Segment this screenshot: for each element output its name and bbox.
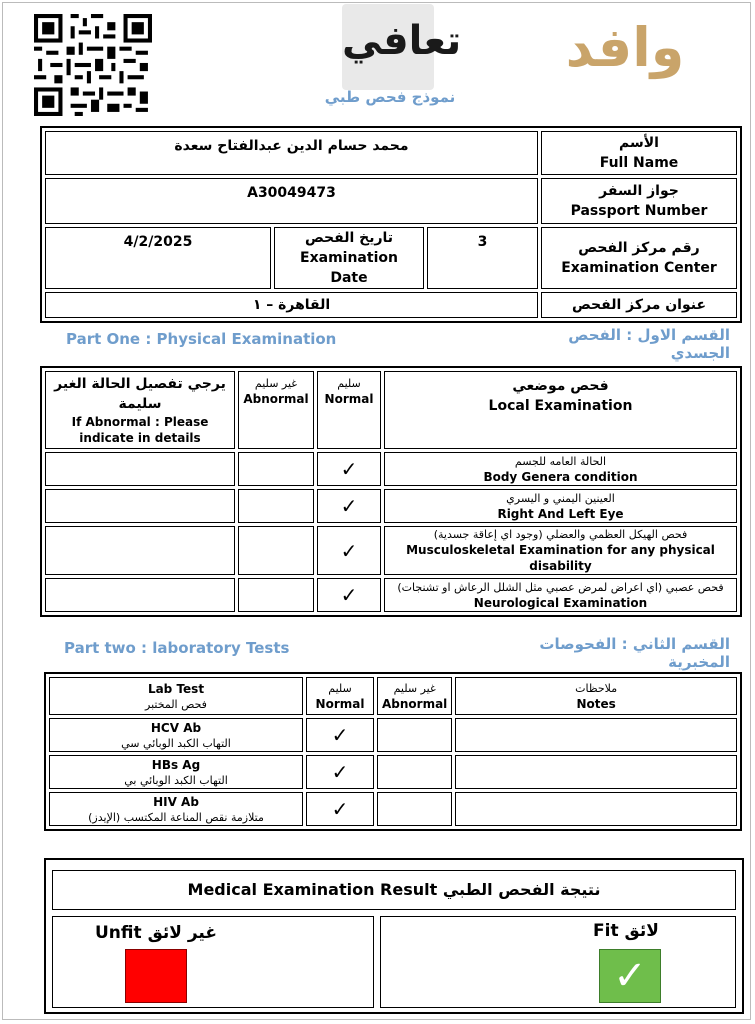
notes-cell [455,718,737,752]
center-label [541,227,737,289]
normal-check: ✓ [317,578,381,612]
notes-header-en: Notes [576,696,616,711]
normal-header-en: Normal [315,696,365,711]
result-section [44,858,744,1014]
qr-code [34,14,152,116]
passport-label [541,178,737,224]
lab-tests-table [44,672,742,831]
passport-label-ar: جواز السفر [599,183,679,199]
address-value: القاهرة – ١ [45,292,538,318]
notes-header [455,677,737,715]
name-value: محمد حسام الدين عبدالفتاح سعدة [45,131,538,175]
name-label [541,131,737,175]
abnormal-header-ar: غير سليم [254,377,298,390]
normal-check: ✓ [306,755,374,789]
abnormal-cell [238,526,314,575]
exam-item-en: Neurological Examination [473,595,648,610]
normal-check: ✓ [306,792,374,826]
abnormal-cell [238,489,314,523]
lab-test-header [49,677,303,715]
details-cell [45,578,235,612]
table-row [45,489,737,523]
normal-header-en: Normal [324,392,374,406]
normal-header [306,677,374,715]
passport-label-en: Passport Number [570,203,708,219]
part-one-title-ar: القسم الاول : الفحص الجسدي [568,326,730,362]
result-title: Medical Examination Result نتيجة الفحص الطبي [52,870,736,910]
local-exam-header-ar: فحص موضعي [512,378,609,394]
lab-test-item-en: HCV Ab [150,720,202,735]
table-row [49,718,737,752]
notes-cell [455,755,737,789]
lab-test-item-en: HBs Ag [151,757,201,772]
normal-check: ✓ [317,452,381,486]
wafed-logo: وافد [565,16,685,79]
date-value: 4/2/2025 [45,227,271,289]
abnormal-cell [238,578,314,612]
exam-item [384,452,737,486]
exam-item-en: Right And Left Eye [497,506,624,521]
fit-checkmark-icon: ✓ [599,949,661,1003]
part-two-title-ar: القسم الثاني : الفحوصات المخبرية [539,635,730,671]
exam-item-en: Body Genera condition [483,469,638,484]
part-one-title-en: Part One : Physical Examination [66,330,337,348]
normal-check: ✓ [317,526,381,575]
abnormal-header-en: Abnormal [382,696,448,711]
form-title: نموذج فحص طبي [324,88,456,106]
abnormal-cell [377,718,452,752]
lab-test-header-ar: فحص المختبر [145,697,207,711]
lab-test-item-en: HIV Ab [153,794,199,809]
unfit-indicator [125,949,187,1003]
exam-item-ar: فحص الهيكل العظمي والعضلي (وجود اي إعاقة جسدية) [433,528,688,541]
personal-info-table [40,126,742,323]
details-cell [45,452,235,486]
local-exam-header-en: Local Examination [488,398,633,414]
exam-item [384,578,737,612]
lab-test-item-ar: التهاب الكبد الوبائي سي [121,736,231,750]
exam-item [384,489,737,523]
fit-box [380,916,736,1008]
table-row [45,578,737,612]
center-label-en: Examination Center [561,260,717,276]
name-label-ar: الأسم [619,135,659,151]
passport-value: A30049473 [45,178,538,224]
notes-cell [455,792,737,826]
abnormal-header [377,677,452,715]
notes-header-ar: ملاحظات [575,681,618,695]
date-label-ar: تاريخ الفحص [304,230,394,246]
normal-header-ar: سليم [337,377,361,390]
date-label-en: Examination Date [300,250,398,286]
physical-exam-table [40,366,742,617]
exam-item-ar: الحالة العامه للجسم [514,454,607,468]
details-header-en: If Abnormal : Please indicate in details [71,415,209,445]
tafi-logo [342,4,462,90]
center-value: 3 [427,227,538,289]
lab-test-item [49,755,303,789]
details-header-ar: يرجي تفصيل الحالة الغير سليمة [54,376,226,412]
exam-item-en: Musculoskeletal Examination for any physical disability [406,543,715,573]
abnormal-cell [377,792,452,826]
unfit-label: Unfit غير لائق [95,923,217,943]
center-label-ar: رقم مركز الفحص [578,240,700,256]
lab-test-item-ar: متلازمة نقص المناعة المكتسب (الإيدز) [88,810,264,824]
exam-item [384,526,737,575]
unfit-box [52,916,374,1008]
name-label-en: Full Name [599,155,679,171]
lab-test-header-en: Lab Test [147,681,205,696]
lab-test-item [49,718,303,752]
normal-header [317,371,381,449]
exam-item-ar: العينين اليمني و اليسري [506,491,615,505]
abnormal-cell [377,755,452,789]
details-header [45,371,235,449]
normal-header-ar: سليم [328,681,352,695]
details-cell [45,489,235,523]
table-row [49,792,737,826]
part-two-title-en: Part two : laboratory Tests [64,639,290,657]
table-row [45,452,737,486]
local-exam-header [384,371,737,449]
fit-label: Fit لائق [593,921,659,941]
address-label: عنوان مركز الفحص [541,292,737,318]
abnormal-cell [238,452,314,486]
abnormal-header [238,371,314,449]
table-row [49,755,737,789]
details-cell [45,526,235,575]
normal-check: ✓ [317,489,381,523]
tafi-logo-text: تعافي [342,18,462,64]
lab-test-item [49,792,303,826]
date-label [274,227,424,289]
exam-item-ar: فحص عصبي (اي اعراض لمرض عصبي مثل الشلل الرعاش او تشنجات) [397,580,724,594]
abnormal-header-en: Abnormal [243,392,309,406]
abnormal-header-ar: غير سليم [393,681,436,695]
table-row [45,526,737,575]
lab-test-item-ar: التهاب الكبد الوبائي بي [124,773,228,787]
normal-check: ✓ [306,718,374,752]
